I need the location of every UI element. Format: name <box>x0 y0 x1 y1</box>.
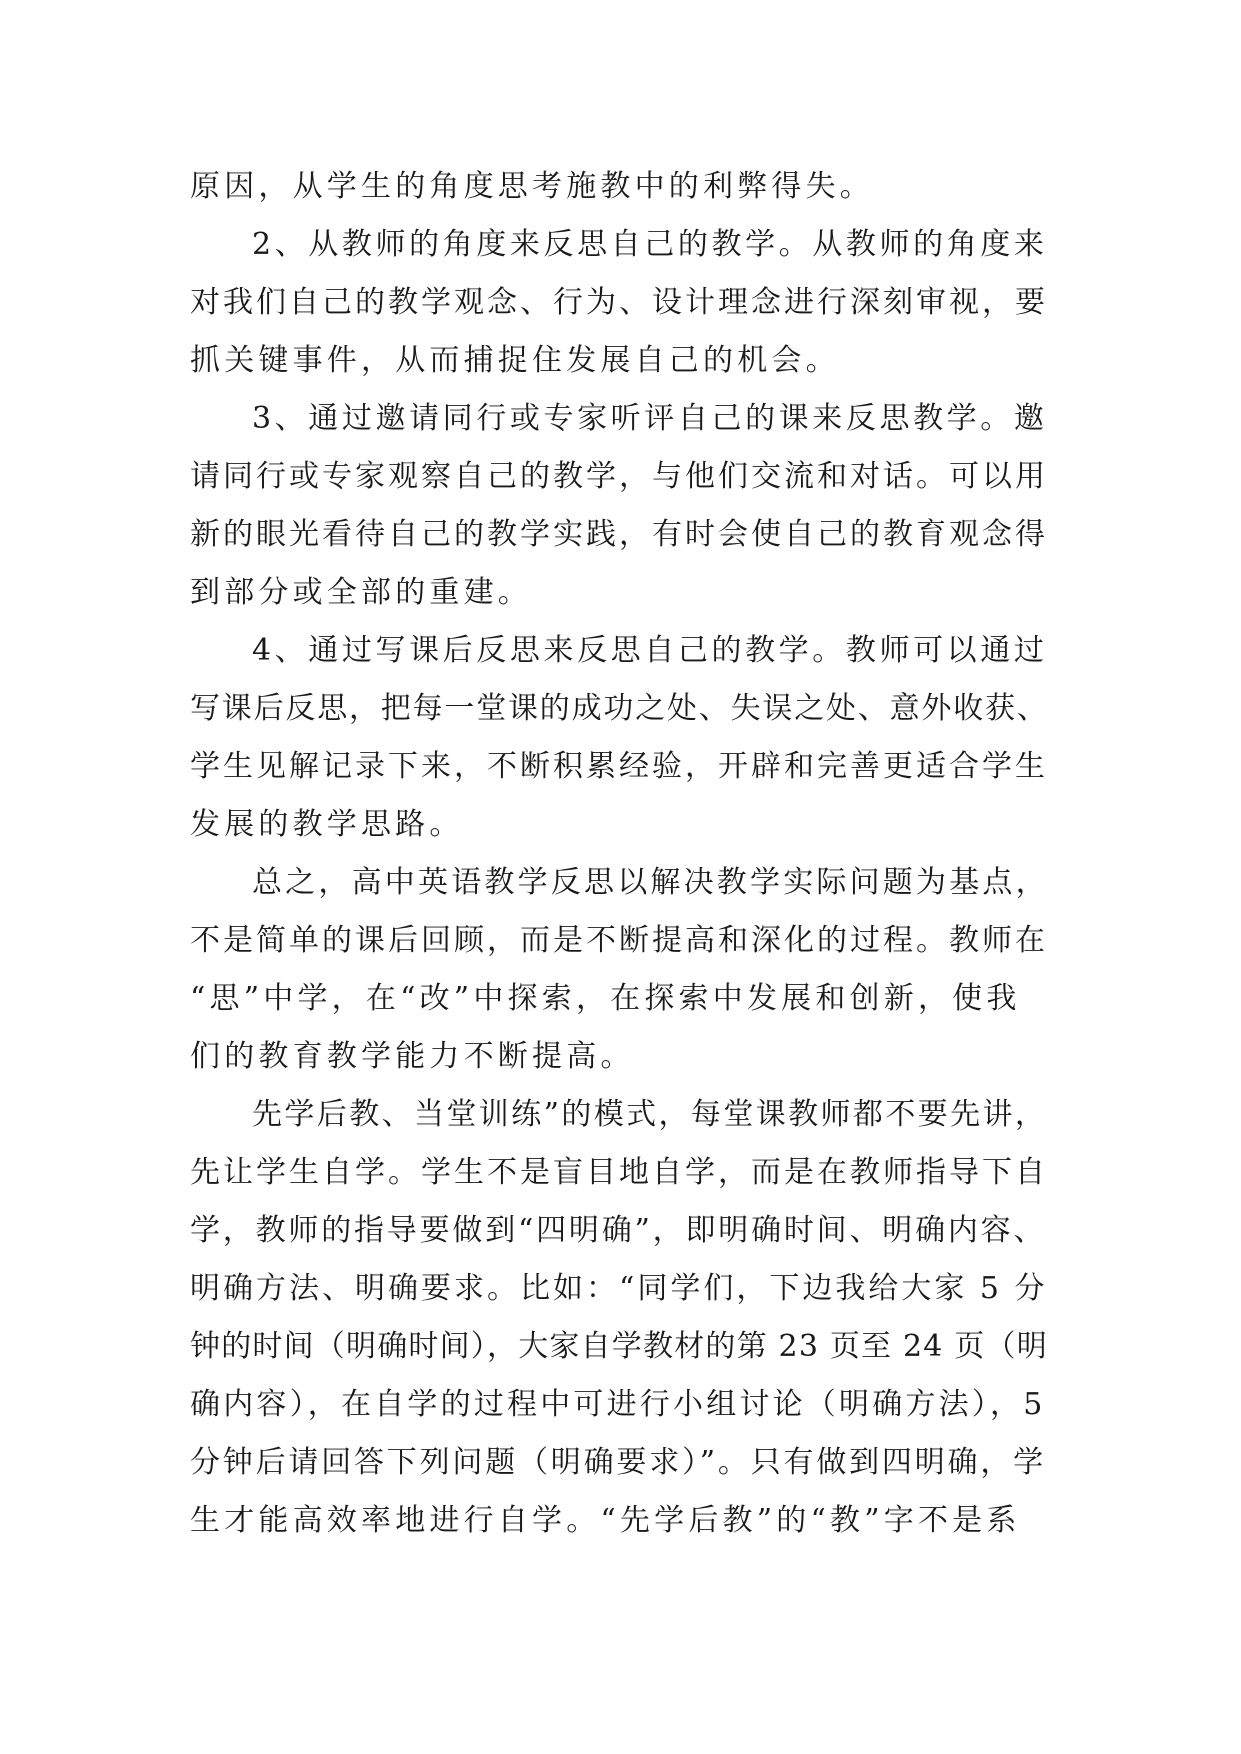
text-line: 抓关键事件，从而捕捉住发展自己的机会。 <box>190 343 840 378</box>
text-line: 原因，从学生的角度思考施教中的利弊得失。 <box>190 169 874 204</box>
text-line: 发展的教学思路。 <box>190 807 464 842</box>
text-line: 3、通过邀请同行或专家听评自己的课来反思教学。邀 <box>252 401 1048 436</box>
document-body <box>190 158 1050 1550</box>
text-line: 明确方法、明确要求。比如：“同学们，下边我给大家 5 分 <box>190 1271 1048 1306</box>
text-line: 对我们自己的教学观念、行为、设计理念进行深刻审视，要 <box>190 285 1048 320</box>
text-line: 写课后反思，把每一堂课的成功之处、失误之处、意外收获、 <box>190 691 1049 726</box>
text-line: 先让学生自学。学生不是盲目地自学，而是在教师指导下自 <box>190 1155 1048 1190</box>
text-line: 请同行或专家观察自己的教学，与他们交流和对话。可以用 <box>190 459 1048 494</box>
text-line: “思”中学，在“改”中探索，在探索中发展和创新，使我 <box>190 981 1021 1016</box>
text-line: 们的教育教学能力不断提高。 <box>190 1039 635 1074</box>
text-line: 新的眼光看待自己的教学实践，有时会使自己的教育观念得 <box>190 517 1048 552</box>
text-line: 分钟后请回答下列问题（明确要求）”。只有做到四明确，学 <box>190 1445 1046 1480</box>
text-line: 学生见解记录下来，不断积累经验，开辟和完善更适合学生 <box>190 749 1048 784</box>
text-line: 钟的时间（明确时间），大家自学教材的第 23 页至 24 页（明 <box>190 1329 1048 1364</box>
text-line: 到部分或全部的重建。 <box>190 575 532 610</box>
text-line: 确内容），在自学的过程中可进行小组讨论（明确方法），5 <box>190 1387 1046 1422</box>
text-line: 4、通过写课后反思来反思自己的教学。教师可以通过 <box>252 633 1048 668</box>
text-line: 生才能高效率地进行自学。“先学后教”的“教”字不是系 <box>190 1503 1021 1538</box>
text-line: 总之，高中英语教学反思以解决教学实际问题为基点， <box>252 865 1049 900</box>
text-line: 学，教师的指导要做到“四明确”，即明确时间、明确内容、 <box>190 1213 1047 1248</box>
text-line: 先学后教、当堂训练”的模式，每堂课教师都不要先讲， <box>252 1097 1048 1132</box>
text-line: 不是简单的课后回顾，而是不断提高和深化的过程。教师在 <box>190 923 1048 958</box>
text-line: 2、从教师的角度来反思自己的教学。从教师的角度来 <box>252 227 1048 262</box>
